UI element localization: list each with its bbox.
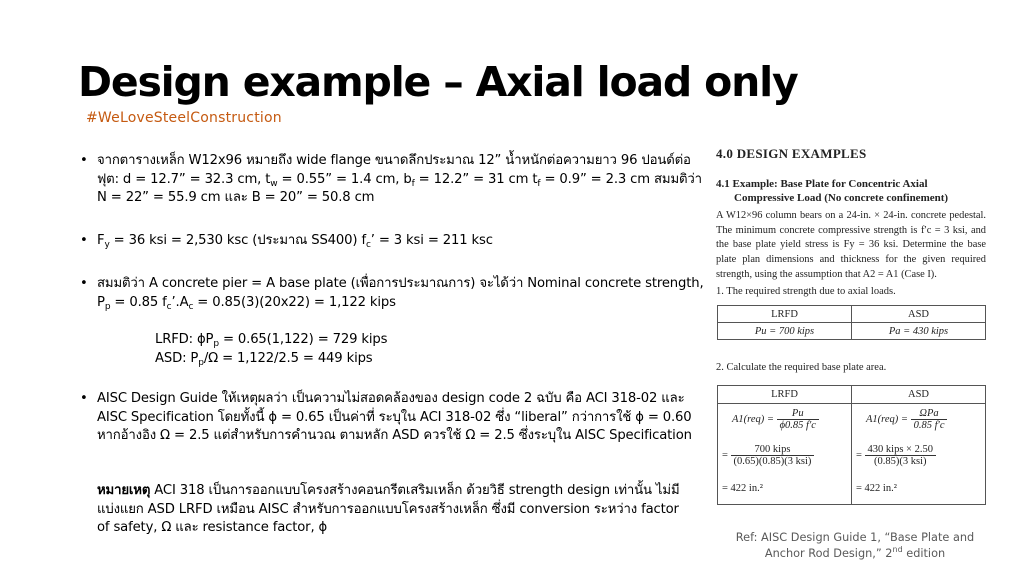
lrfd-calc [155,331,555,350]
subheading-line1: 4.1 Example: Base Plate for Concentric Axial [716,178,928,190]
text: edition [902,546,946,560]
bullet-material-strength [80,232,707,251]
subscript: y [104,240,110,250]
text: ASD: P [155,350,199,366]
text: Anchor Rod Design,” 2 [764,546,893,560]
reference-citation [720,530,990,561]
denominator: 0.85 f′c [913,420,945,431]
text: ’ = 3 ksi = 211 ksc [370,233,493,248]
table-cell: Pa = 430 kips [852,323,986,340]
table-header: LRFD [718,306,852,323]
denominator: (0.65)(0.85)(3 ksi) [733,456,812,467]
strength-calculation [155,331,555,368]
asd-area-cell [852,404,986,505]
text: LRFD: ϕP [155,332,214,347]
subscript: c [188,301,194,312]
equation [866,408,947,431]
note-text: ACI 318 เป็นการออกแบบโครงสร้างคอนกรีตเสริมเหล็ก ด้วยวิธี strength design เท่านั้น ไม่มีแบ่งแยก ASD LRFD เหมือน AISC สำหรับการออกแบบโครงสร้างเหล็ก ซึ่งมี conversion ระหว่าง factor of safety, Ω และ resistance factor, ϕ [97,483,680,535]
text: = 12.2” = 31 cm t [414,171,538,187]
note [97,482,687,538]
text: = 0.85(3)(20x22) = 1,122 kips [193,294,396,310]
numerator: Pu [777,408,819,420]
superscript: nd [892,544,903,554]
bullet-nominal-strength [80,275,707,312]
slide-title: Design example – Axial load only [78,58,798,106]
required-strength-table [717,305,986,340]
step-2: 2. Calculate the required base plate area. [716,362,887,373]
subscript: c [365,240,371,250]
numerator: 700 kips [731,444,815,456]
numerator: ΩPa [911,408,948,420]
excerpt-heading: 4.0 DESIGN EXAMPLES [716,146,867,161]
text: ’.A [171,294,189,310]
table-header: LRFD [718,386,852,404]
subscript: p [104,301,111,312]
text: สมมติว่า A concrete pier = A base plate (เพื่อการประมาณการ) จะได้ว่า Nominal concrete strength, P [97,276,704,310]
base-plate-area-table [717,385,986,505]
subscript: w [270,178,278,189]
bullet-section-properties [80,152,707,208]
table-header: ASD [852,386,986,404]
text: /Ω = 1,122/2.5 = 449 kips [203,350,373,366]
excerpt-paragraph: A W12×96 column bears on a 24-in. × 24-in. concrete pedestal. The minimum concrete compressive strength is f′c = 3 ksi, and the base plate yield stress is Fy = 36 ksi. Determine the base plate plan dimensions and thickness for the given required strength, using the assumption that A2 = A1 (Case I). [716,210,986,280]
equation: = $\frac{\text{700 kips}}{\text{(0.65)(0.85)(3 ksi)}}$ [722,444,814,467]
text: = 0.9” = 2.3 cm สมมติว่า N = 22” = 55.9 cm และ B = 20” = 50.8 cm [97,171,702,205]
hashtag: #WeLoveSteelConstruction [86,110,282,126]
note-label: หมายเหตุ [97,483,151,498]
text: F [97,233,105,248]
denominator: ϕ0.85 f′c [779,420,816,431]
result: = 422 in.² [856,483,897,494]
numerator: 430 kips × 2.50 [865,444,936,456]
bullet-design-guide-reason: • AISC Design Guide ให้เหตุผลว่า เป็นความไม่สอดคล้องของ design code 2 ฉบับ คือ ACI 318-02 และ AISC Specification โดยทั้งนี้ ϕ = 0.65 เป็นค่าที่ ระบุใน ACI 318-02 ซึ่ง “liberal” กว่าการใช้ ϕ = 0.60 หากอ้างอิง Ω = 2.5 แต่สำหรับการคำนวณ ตามหลัก ASD ควรใช้ Ω = 2.5 ซึ่งระบุใน AISC Specification [80,390,707,446]
text: = 0.55” = 1.4 cm, b [277,171,412,187]
subscript: f [537,178,541,189]
lrfd-area-cell [718,404,852,505]
subscript: p [213,339,219,349]
reference-line1: Ref: AISC Design Guide 1, “Base Plate and [735,531,975,544]
text: จากตารางเหล็ก W12x96 หมายถึง wide flange ขนาดลึกประมาณ 12” น้ำหนักต่อความยาว 96 ปอนด์ต่อฟุต: d = 12.7” = 32.3 cm, t [97,153,691,187]
text: = 0.65(1,122) = 729 kips [218,332,388,347]
result: = 422 in.² [722,483,763,494]
subscript: p [198,357,204,368]
subscript: c [166,301,172,312]
subscript: f [411,178,415,189]
denominator: (0.85)(3 ksi) [874,456,927,467]
text: A1(req) = [732,413,774,425]
table-header: ASD [852,306,986,323]
reference-line2 [720,546,990,562]
asd-calc [155,350,555,369]
excerpt-subheading [716,177,948,205]
text: = 0.85 f [110,294,167,310]
equation: = $\frac{\text{430 kips × 2.50}}{\text{(0.85)(3 ksi)}}$ [856,444,936,467]
step-1: 1. The required strength due to axial loads. [716,286,896,297]
subheading-line2: Compressive Load (No concrete confinement) [734,192,949,204]
equation [732,408,819,431]
table-cell: Pu = 700 kips [718,323,852,340]
text: = 36 ksi = 2,530 ksc (ประมาณ SS400) f [109,233,366,248]
text: A1(req) = [866,413,908,425]
